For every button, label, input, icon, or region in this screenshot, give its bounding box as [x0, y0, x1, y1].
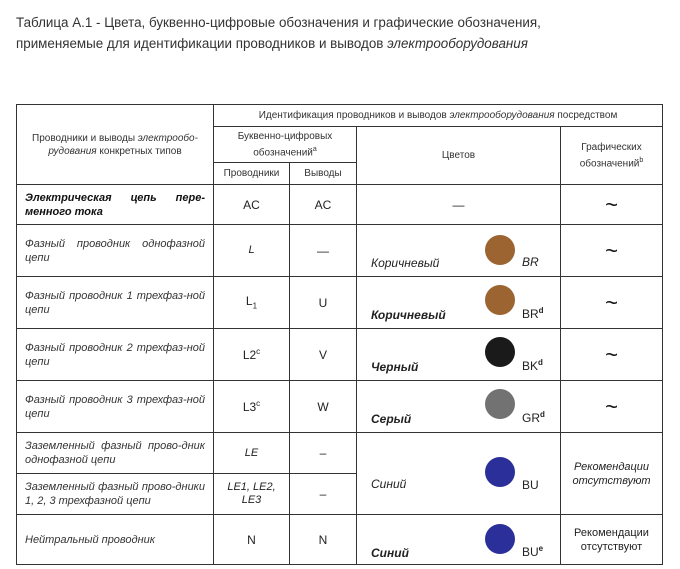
row-name: Электрическая цепь пере-менного тока	[17, 185, 214, 225]
color-code-main: BU	[522, 545, 539, 559]
row-color-cell	[357, 329, 561, 381]
row-name: Фазный проводник 1 трехфаз-ной цепи	[17, 277, 214, 329]
header-conductors	[17, 105, 214, 185]
tilde-symbol: ~	[561, 381, 663, 433]
row-conductor-code-main: L2	[242, 348, 257, 362]
row-color-cell	[357, 433, 561, 515]
row-conductor-code: AC	[214, 185, 290, 225]
row-terminal-code: —	[290, 225, 357, 277]
row-name: Нейтральный проводник	[17, 515, 214, 565]
blue-color-swatch	[485, 524, 515, 554]
identification-table	[16, 104, 663, 565]
row-conductor-code	[214, 329, 290, 381]
row-terminal-code: –	[290, 474, 357, 515]
note-line-a: Рекомендации	[573, 460, 650, 473]
color-code-main: BR	[522, 307, 539, 321]
row-color-cell	[357, 277, 561, 329]
header-alnum-text-b: обозначений	[253, 147, 313, 159]
header-identification	[214, 105, 663, 127]
color-code-main: GR	[522, 411, 540, 425]
row-conductor-code: N	[214, 515, 290, 565]
color-code	[522, 358, 543, 373]
header-graph-text-a: Графических	[581, 141, 642, 153]
row-name: Фазный проводник 3 трехфаз-ной цепи	[17, 381, 214, 433]
black-color-swatch	[485, 337, 515, 367]
color-name: Коричневый	[371, 256, 440, 270]
note-line-b: отсутствуют	[572, 474, 651, 487]
caption-line-1: Таблица А.1 - Цвета, буквенно-цифровые обозначения и графические обозначения,	[16, 15, 541, 30]
row-conductor-code-sub: 1	[252, 301, 258, 311]
row-terminal-code: AC	[290, 185, 357, 225]
tilde-symbol: ~	[561, 329, 663, 381]
header-conductors-col: Проводники	[214, 163, 290, 185]
header-conductors-text-a: Проводники и выводы	[32, 132, 138, 144]
table-row	[17, 433, 663, 474]
row-conductor-code	[214, 381, 290, 433]
header-graphic	[561, 127, 663, 185]
header-terminals-col: Выводы	[290, 163, 357, 185]
header-ident-text-b: электрооборудования	[449, 110, 555, 121]
row-name: Фазный проводник однофазной цепи	[17, 225, 214, 277]
color-code-main: BK	[522, 359, 539, 373]
row-terminal-code: W	[290, 381, 357, 433]
table-row	[17, 225, 663, 277]
blue-color-swatch	[485, 457, 515, 487]
row-color-cell	[357, 225, 561, 277]
header-graph-sup: b	[639, 156, 644, 164]
row-name: Заземленный фазный прово-дник однофазной цепи	[17, 433, 214, 474]
row-name: Заземленный фазный прово-дники 1, 2, 3 трехфазной цепи	[17, 474, 214, 515]
header-ident-text-c: посредством	[554, 110, 618, 121]
row-conductor-code-main: L	[245, 294, 253, 309]
brown-color-swatch	[485, 285, 515, 315]
row-conductor-code-a: LE1, LE2,	[227, 481, 276, 493]
row-conductor-code-b: LE3	[241, 494, 262, 506]
header-conductors-text-c: рудования	[48, 145, 97, 157]
color-name: Синий	[371, 546, 409, 560]
color-code-sup: d	[538, 358, 543, 367]
row-conductor-code-sup: c	[256, 399, 261, 408]
header-colors: Цветов	[357, 127, 561, 185]
note-line-a: Рекомендации	[574, 526, 649, 539]
row-terminal-code: N	[290, 515, 357, 565]
row-conductor-code	[214, 474, 290, 515]
row-conductor-code: LE	[214, 433, 290, 474]
color-name: Коричневый	[371, 308, 446, 322]
tilde-symbol: ~	[561, 225, 663, 277]
color-name: Синий	[371, 477, 407, 491]
table-row	[17, 277, 663, 329]
row-terminal-code: –	[290, 433, 357, 474]
color-name: Серый	[371, 412, 412, 426]
brown-color-swatch	[485, 235, 515, 265]
row-color-cell	[357, 515, 561, 565]
color-code-sup: d	[540, 410, 545, 419]
header-alnum-text-a: Буквенно-цифровых	[237, 130, 333, 142]
table-row	[17, 185, 663, 225]
caption-line-2: применяемые для идентификации проводников и выводов	[16, 36, 388, 51]
color-code: BU	[522, 478, 539, 492]
header-alphanumeric	[214, 127, 357, 163]
row-conductor-code: L	[214, 225, 290, 277]
header-alnum-sup: a	[312, 145, 317, 153]
color-code	[522, 306, 544, 321]
row-terminal-code: V	[290, 329, 357, 381]
color-name: Черный	[371, 360, 419, 374]
color-code	[522, 544, 543, 559]
row-terminal-code: U	[290, 277, 357, 329]
table-row	[17, 329, 663, 381]
header-graph-text-b: обозначений	[579, 158, 640, 170]
table-row	[17, 381, 663, 433]
header-conductors-text-d: конкретных типов	[96, 145, 182, 157]
note-line-b: отсутствуют	[580, 540, 643, 553]
row-conductor-code-sup: c	[256, 347, 261, 356]
color-code-sup: d	[538, 306, 544, 315]
row-name: Фазный проводник 2 трехфаз-ной цепи	[17, 329, 214, 381]
header-conductors-text-b: электрообо-	[137, 132, 198, 144]
tilde-symbol: ~	[561, 185, 663, 225]
color-code: BR	[522, 255, 539, 269]
table-caption	[16, 12, 664, 54]
caption-line-2-italic: электрооборудования	[387, 36, 528, 51]
graphic-note	[561, 433, 663, 515]
tilde-symbol: ~	[561, 277, 663, 329]
row-color-cell	[357, 381, 561, 433]
color-code	[522, 410, 545, 425]
grey-color-swatch	[485, 389, 515, 419]
row-conductor-code-main: L3	[242, 400, 257, 414]
header-ident-text-a: Идентификация проводников и выводов	[258, 110, 450, 121]
graphic-note	[561, 515, 663, 565]
row-conductor-code	[214, 277, 290, 329]
color-code-sup: e	[538, 544, 544, 553]
row-color-dash: —	[357, 185, 561, 225]
table-row	[17, 515, 663, 565]
